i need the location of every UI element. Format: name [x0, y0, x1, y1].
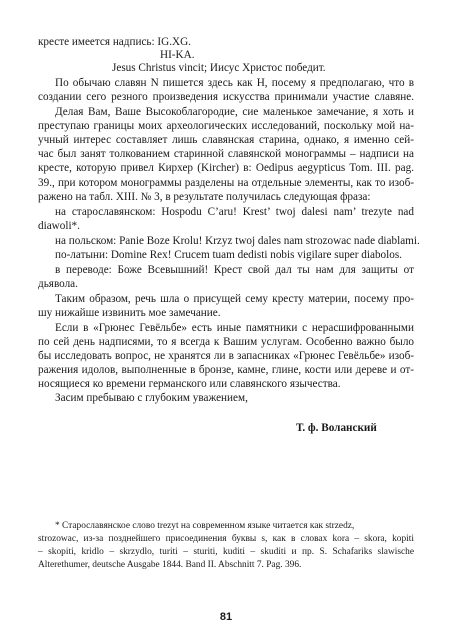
body-line: носящиеся ко времени германского или славянского язычества. [38, 378, 341, 390]
footnote-line: Alterethumer, deutsche Ausgabe 1844. Band II. Abschnitt 7. Pag. 396. [38, 560, 302, 570]
body-line: diawoli*. [38, 220, 80, 232]
body-line: Делая Вам, Ваше Высокоблагородие, сие маленькое замечание, я хоть и [55, 106, 414, 118]
footnote-line: strozowac, из-за позднейшего присоединения буквы s, как в словах kora – skora, kopiti [38, 534, 414, 544]
body-line: на польском: Panie Boze Krolu! Krzyz twoj dales nam strozowac nade diablami. [55, 235, 420, 247]
body-line: преступаю границы моих археологических исследований, поскольку мой на- [38, 120, 414, 132]
body-line: HI-KA. [160, 49, 195, 61]
body-line: Засим пребываю с глубоким уважением, [55, 392, 248, 404]
body-line: дьявола. [38, 278, 78, 290]
page-number: 81 [219, 611, 233, 623]
body-line: в переводе: Боже Всевышний! Крест свой дал ты нам для защиты от [55, 264, 414, 276]
body-line: час был занят толкованием старинной славянской монограммы – надписи на [38, 148, 414, 160]
body-line: создании сего резного произведения искусства принимали участие славяне. [38, 91, 414, 103]
footnote-line: * Старославянское слово trezyt на современном языке читается как strzedz, [55, 521, 355, 531]
body-line: учный интерес составляет лишь славянская старина, однако, я именно сей- [38, 134, 414, 146]
body-line: бы исследовать вопрос, не хранятся ли в запасниках «Грюнес Гевёльбе» изоб- [38, 350, 414, 362]
body-line: кресте, которую привел Кирхер (Kircher) в: Oedipus aegypticus Tom. III. pag. [38, 162, 414, 174]
body-line: Таким образом, речь шла о присущей сему кресту материи, посему про- [55, 293, 414, 305]
body-line: по-латыни: Domine Rex! Crucem tuam dedisti nobis vigilare super diabolos. [55, 249, 402, 261]
body-line: по сей день надписями, то я всегда к Вашим услугам. Особенно важно было [38, 336, 414, 348]
footnote-line: – skopiti, kridlo – skrzydlo, turiti – sturiti, kuditi – skuditi и пр. S. Schafariks slawische [38, 547, 414, 557]
signature: Т. ф. Воланский [296, 422, 377, 434]
body-line: Если в «Грюнес Гевёльбе» есть иные памятники с нерасшифрованными [55, 322, 414, 334]
body-line: ражения идолов, выполненные в бронзе, камне, глине, кости или дереве и от- [38, 364, 414, 376]
body-line: По обычаю славян N пишется здесь как H, посему я предполагаю, что в [55, 77, 414, 89]
body-line: ражено на табл. XIII. № 3, в результате получилась следующая фраза: [38, 191, 371, 203]
body-line: 39., при котором монограммы разделены на отдельные элементы, как то изоб- [38, 177, 414, 189]
body-line: Jesus Christus vincit; Иисус Христос победит. [112, 62, 326, 74]
body-line: кресте имеется надпись: IG.XG. [38, 36, 191, 48]
body-line: на старославянском: Hospodu C’aru! Krest’ twoj dalesi nam’ trezyte nad [55, 206, 414, 218]
body-line: шу нижайше извинить мое замечание. [38, 307, 221, 319]
